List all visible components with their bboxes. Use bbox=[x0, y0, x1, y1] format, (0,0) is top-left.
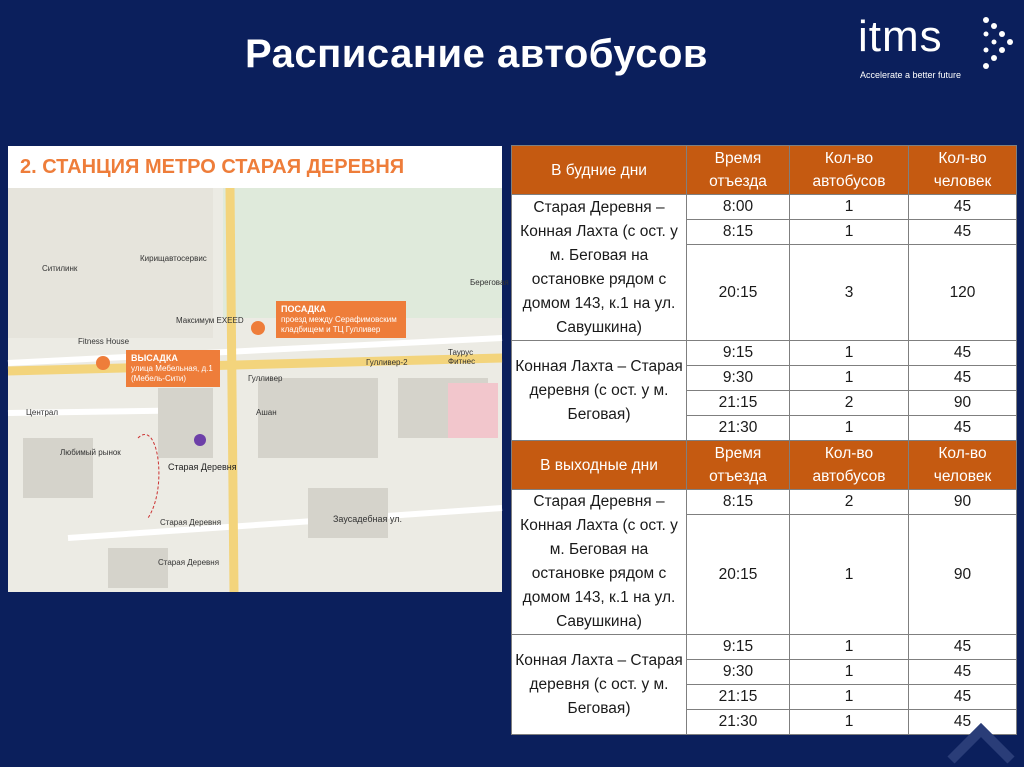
buses-cell: 1 bbox=[790, 635, 909, 660]
time-cell: 21:15 bbox=[687, 391, 790, 416]
map-label: Любимый рынок bbox=[60, 448, 121, 457]
buses-cell: 1 bbox=[790, 685, 909, 710]
map-title: 2. СТАНЦИЯ МЕТРО СТАРАЯ ДЕРЕВНЯ bbox=[8, 146, 502, 188]
pickup-marker bbox=[251, 321, 265, 335]
map-label: Кирищавтосервис bbox=[140, 254, 207, 263]
pickup-text: проезд между Серафимовским кладбищем и ТЦ Гулливер bbox=[281, 315, 397, 334]
logo-text: itms bbox=[858, 12, 943, 61]
weekend-header-row bbox=[512, 441, 1017, 490]
slide-title: Расписание автобусов bbox=[245, 32, 708, 76]
pickup-title: ПОСАДКА bbox=[281, 304, 326, 314]
map-label: Максимум EXEED bbox=[176, 316, 244, 325]
map-canvas bbox=[8, 188, 502, 592]
weekday-header-row bbox=[512, 146, 1017, 195]
dropoff-title: ВЫСАДКА bbox=[131, 353, 178, 363]
header-cell: Кол-во автобусов bbox=[790, 441, 909, 490]
map-label: Береговая bbox=[470, 278, 509, 287]
time-cell: 20:15 bbox=[687, 515, 790, 635]
buses-cell: 1 bbox=[790, 710, 909, 735]
people-cell: 45 bbox=[909, 341, 1017, 366]
chevron-up-decoration-icon bbox=[946, 720, 1016, 765]
route-cell: Конная Лахта – Старая деревня (с ост. у м. Беговая) bbox=[512, 341, 687, 441]
map-label: Ситилинк bbox=[42, 264, 78, 273]
map-label: Гулливер-2 bbox=[366, 358, 408, 367]
buses-cell: 1 bbox=[790, 515, 909, 635]
buses-cell: 1 bbox=[790, 660, 909, 685]
map-label: Fitness House bbox=[78, 337, 130, 346]
buses-cell: 1 bbox=[790, 220, 909, 245]
map-label: Гулливер bbox=[248, 374, 283, 383]
station-map[interactable] bbox=[8, 146, 509, 592]
map-label: Старая Деревня bbox=[168, 462, 237, 472]
time-cell: 9:15 bbox=[687, 635, 790, 660]
header-cell: Время отъезда bbox=[687, 146, 790, 195]
dropoff-callout bbox=[126, 350, 220, 387]
people-cell: 45 bbox=[909, 220, 1017, 245]
buses-cell: 2 bbox=[790, 490, 909, 515]
logo-tagline: Accelerate a better future bbox=[860, 70, 962, 80]
people-cell: 90 bbox=[909, 515, 1017, 635]
metro-icon bbox=[194, 434, 206, 446]
time-cell: 8:15 bbox=[687, 220, 790, 245]
map-label: Централ bbox=[26, 408, 59, 417]
people-cell: 45 bbox=[909, 660, 1017, 685]
people-cell: 45 bbox=[909, 366, 1017, 391]
map-label: Старая Деревня bbox=[158, 558, 220, 567]
table-row bbox=[512, 195, 1017, 220]
map-label: Ашан bbox=[256, 408, 277, 417]
time-cell: 9:15 bbox=[687, 341, 790, 366]
time-cell: 9:30 bbox=[687, 366, 790, 391]
dropoff-marker bbox=[96, 356, 110, 370]
time-cell: 8:15 bbox=[687, 490, 790, 515]
people-cell: 90 bbox=[909, 391, 1017, 416]
buses-cell: 2 bbox=[790, 391, 909, 416]
header-cell: Кол-во человек bbox=[909, 146, 1017, 195]
time-cell: 21:15 bbox=[687, 685, 790, 710]
time-cell: 21:30 bbox=[687, 416, 790, 441]
time-cell: 9:30 bbox=[687, 660, 790, 685]
time-cell: 8:00 bbox=[687, 195, 790, 220]
map-label: Заусадебная ул. bbox=[333, 514, 402, 524]
map-label: Таурус Фитнес bbox=[448, 348, 476, 366]
map-label: Старая Деревня bbox=[160, 518, 222, 527]
route-cell: Старая Деревня – Конная Лахта (с ост. у м. Беговая на остановке рядом с домом 143, к.1 на ул. Савушкина) bbox=[512, 195, 687, 341]
buses-cell: 1 bbox=[790, 341, 909, 366]
route-cell: Старая Деревня – Конная Лахта (с ост. у м. Беговая на остановке рядом с домом 143, к.1 на ул. Савушкина) bbox=[512, 490, 687, 635]
header-cell: Кол-во человек bbox=[909, 441, 1017, 490]
route-cell: Конная Лахта – Старая деревня (с ост. у м. Беговая) bbox=[512, 635, 687, 735]
buses-cell: 3 bbox=[790, 245, 909, 341]
itms-logo bbox=[858, 12, 1018, 82]
people-cell: 45 bbox=[909, 710, 1017, 735]
people-cell: 45 bbox=[909, 416, 1017, 441]
pickup-callout bbox=[276, 301, 406, 338]
header-cell: Время отъезда bbox=[687, 441, 790, 490]
buses-cell: 1 bbox=[790, 366, 909, 391]
table-row bbox=[512, 341, 1017, 366]
table-row bbox=[512, 635, 1017, 660]
time-cell: 21:30 bbox=[687, 710, 790, 735]
table-row bbox=[512, 490, 1017, 515]
people-cell: 45 bbox=[909, 195, 1017, 220]
bus-schedule-table bbox=[511, 145, 1017, 735]
buses-cell: 1 bbox=[790, 195, 909, 220]
people-cell: 45 bbox=[909, 685, 1017, 710]
people-cell: 90 bbox=[909, 490, 1017, 515]
time-cell: 20:15 bbox=[687, 245, 790, 341]
header-cell: Кол-во автобусов bbox=[790, 146, 909, 195]
header-cell: В будние дни bbox=[512, 146, 687, 195]
dropoff-text: улица Мебельная, д.1 (Мебель-Сити) bbox=[131, 364, 213, 383]
header-cell: В выходные дни bbox=[512, 441, 687, 490]
people-cell: 120 bbox=[909, 245, 1017, 341]
logo-arrows-icon bbox=[980, 14, 1016, 74]
buses-cell: 1 bbox=[790, 416, 909, 441]
people-cell: 45 bbox=[909, 635, 1017, 660]
